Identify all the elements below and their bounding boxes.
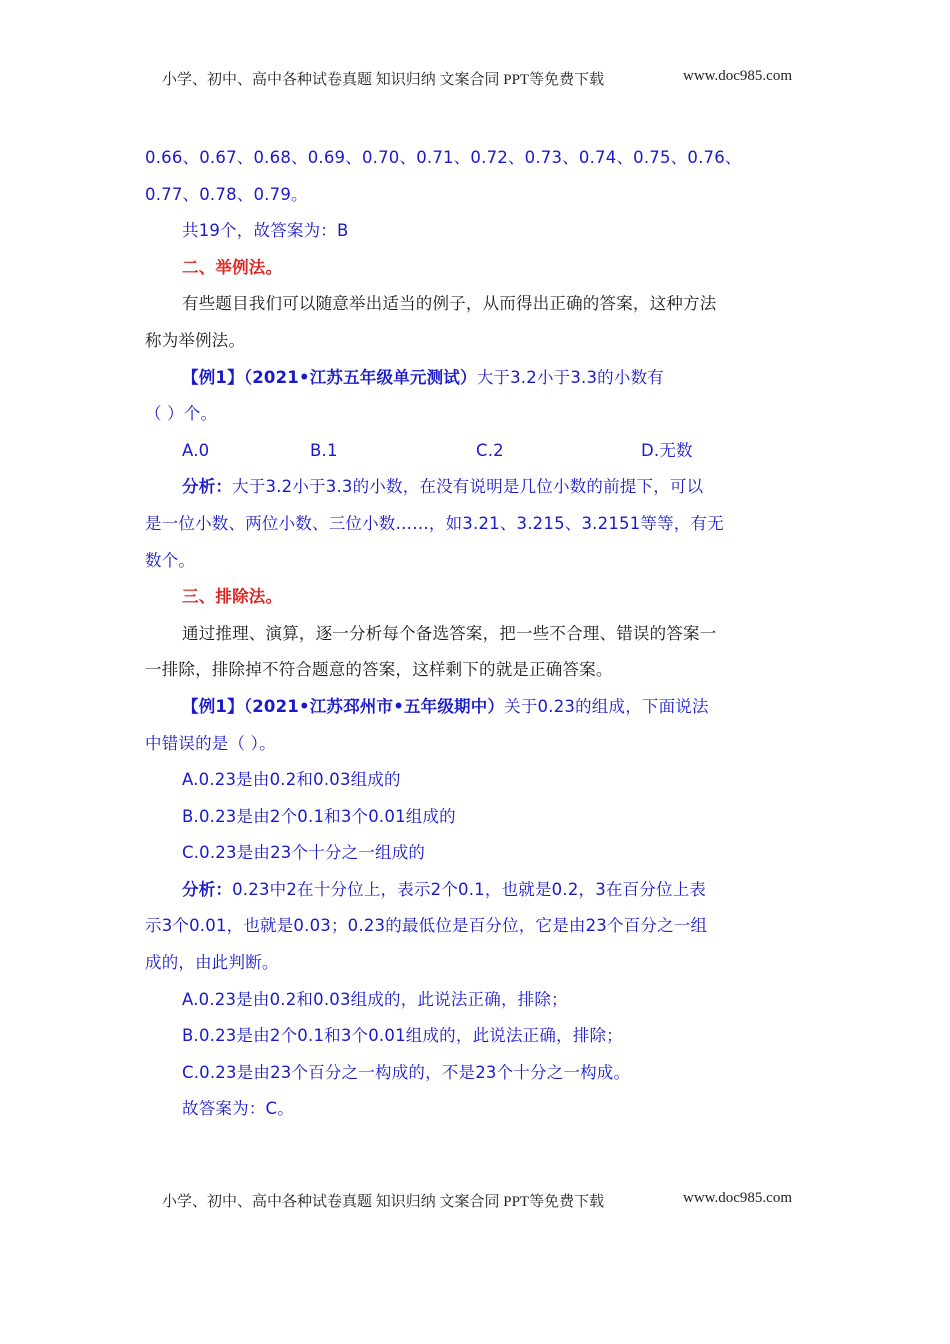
example-question-text: 大于3.2小于3.3的小数有	[476, 367, 664, 387]
section2-analysis-line-3: 数个。	[145, 550, 196, 570]
section2-analysis-line-1	[145, 469, 805, 506]
section3-example-question-line-2: 中错误的是（ ）。	[145, 733, 276, 753]
section3-desc-line-2: 一排除，排除掉不符合题意的答案，这样剩下的就是正确答案。	[145, 660, 613, 680]
footer-tagline: 小学、初中、高中各种试卷真题 知识归纳 文案合同 PPT等免费下载	[162, 1194, 605, 1210]
example-question-text: 关于0.23的组成，下面说法	[504, 696, 709, 716]
analysis-text: 大于3.2小于3.3的小数，在没有说明是几位小数的前提下，可以	[232, 477, 704, 497]
section3-desc-line-1: 通过推理、演算，逐一分析每个备选答案，把一些不合理、错误的答案一	[182, 623, 717, 643]
option-c: C.2	[476, 440, 504, 460]
option-d: D.无数	[641, 440, 693, 460]
decimal-list-line-1: 0.66、0.67、0.68、0.69、0.70、0.71、0.72、0.73、0.74、0.75、0.76、	[145, 148, 742, 167]
analysis-text: 0.23中2在十分位上，表示2个0.1，也就是0.2，3在百分位上表	[232, 879, 707, 899]
option-a: A.0	[182, 440, 210, 460]
example-tag: 【例1】	[182, 367, 244, 387]
example-tag: 【例1】	[182, 696, 244, 716]
document-body	[145, 140, 805, 1128]
section3-example-question	[145, 689, 805, 726]
page-footer	[162, 1190, 792, 1211]
section3-analysis-line-1	[145, 872, 805, 909]
section3-final-answer: 故答案为：C。	[182, 1099, 294, 1119]
section3-option-c: C.0.23是由23个十分之一组成的	[182, 843, 426, 863]
section2-desc-line-1: 有些题目我们可以随意举出适当的例子，从而得出正确的答案，这种方法	[182, 294, 717, 314]
section3-option-b: B.0.23是由2个0.1和3个0.01组成的	[182, 806, 456, 826]
section2-example-question	[145, 360, 805, 397]
footer-url: www.doc985.com	[682, 1190, 792, 1206]
section2-example-question-line-2: （ ）个。	[145, 404, 218, 424]
section3-option-a: A.0.23是由0.2和0.03组成的	[182, 770, 401, 790]
section2-heading: 二、举例法。	[182, 257, 283, 277]
section3-heading: 三、排除法。	[182, 587, 283, 607]
section3-analysis-line-2: 示3个0.01，也就是0.03；0.23的最低位是百分位，它是由23个百分之一组	[145, 916, 708, 936]
analysis-label: 分析：	[182, 477, 233, 497]
prev-answer: 共19个，故答案为：B	[182, 221, 349, 241]
section3-conclusion-a: A.0.23是由0.2和0.03组成的，此说法正确，排除；	[182, 989, 568, 1009]
page-header	[162, 68, 792, 89]
section3-conclusion-c: C.0.23是由23个百分之一构成的，不是23个十分之一构成。	[182, 1062, 631, 1082]
header-url: www.doc985.com	[682, 68, 792, 84]
section3-analysis-line-3: 成的，由此判断。	[145, 953, 279, 973]
example-source: （2021•江苏五年级单元测试）	[243, 367, 477, 387]
header-tagline: 小学、初中、高中各种试卷真题 知识归纳 文案合同 PPT等免费下载	[162, 72, 605, 88]
option-b: B.1	[310, 440, 338, 460]
decimal-list-line-2: 0.77、0.78、0.79。	[145, 184, 308, 204]
section3-conclusion-b: B.0.23是由2个0.1和3个0.01组成的，此说法正确，排除；	[182, 1026, 623, 1046]
section2-analysis-line-2: 是一位小数、两位小数、三位小数……，如3.21、3.215、3.2151等等，有无	[145, 513, 724, 533]
section2-options	[145, 433, 805, 470]
analysis-label: 分析：	[182, 879, 233, 899]
section2-desc-line-2: 称为举例法。	[145, 330, 246, 350]
example-source: （2021•江苏邳州市•五年级期中）	[243, 696, 505, 716]
